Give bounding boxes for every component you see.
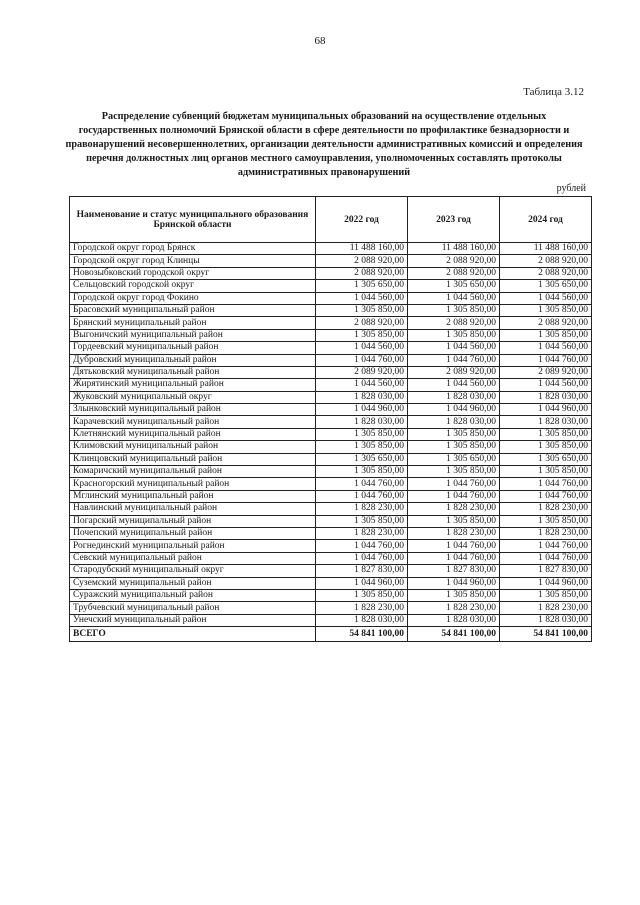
municipality-name: Новозыбковский городской округ — [70, 267, 316, 279]
value-2024: 1 828 230,00 — [500, 503, 592, 515]
municipality-name: Городской округ город Фокино — [70, 292, 316, 304]
value-2024: 1 305 850,00 — [500, 515, 592, 527]
value-2022: 1 305 850,00 — [316, 589, 408, 601]
value-2023: 1 828 230,00 — [408, 503, 500, 515]
value-2023: 1 828 230,00 — [408, 602, 500, 614]
municipality-name: Почепский муниципальный район — [70, 527, 316, 539]
subsidy-table — [69, 196, 592, 642]
value-2022: 2 088 920,00 — [316, 317, 408, 329]
table-row — [70, 243, 592, 255]
table-label: Таблица 3.12 — [523, 86, 584, 98]
municipality-name: Клетнянский муниципальный район — [70, 428, 316, 440]
table-row — [70, 589, 592, 601]
total-row — [70, 627, 592, 642]
municipality-name: Городской округ город Клинцы — [70, 255, 316, 267]
municipality-name: Севский муниципальный район — [70, 552, 316, 564]
table-row — [70, 255, 592, 267]
table-row — [70, 317, 592, 329]
value-2023: 1 305 650,00 — [408, 280, 500, 292]
value-2022: 2 088 920,00 — [316, 255, 408, 267]
table-row — [70, 267, 592, 279]
table-row — [70, 527, 592, 539]
value-2023: 1 828 230,00 — [408, 527, 500, 539]
document-title: Распределение субвенций бюджетам муниципальных образований на осуществление отдельных государственных полномочий Брянской области в сфере деятельности по профилактике безнадзорности и правонарушений несовершеннолетних, организации деятельности административных комиссий и определения перечня должностных лиц органов местного самоуправления, уполномоченных составлять протоколы административных правонарушений — [65, 111, 583, 178]
value-2022: 1 044 760,00 — [316, 490, 408, 502]
municipality-name: Клинцовский муниципальный район — [70, 453, 316, 465]
table-row — [70, 441, 592, 453]
units-label: рублей — [556, 183, 586, 194]
value-2022: 1 828 030,00 — [316, 416, 408, 428]
value-2024: 1 828 230,00 — [500, 602, 592, 614]
table-row — [70, 503, 592, 515]
value-2024: 1 044 760,00 — [500, 540, 592, 552]
value-2022: 1 305 850,00 — [316, 329, 408, 341]
municipality-name: Гордеевский муниципальный район — [70, 342, 316, 354]
value-2023: 1 044 560,00 — [408, 379, 500, 391]
value-2023: 1 828 030,00 — [408, 416, 500, 428]
value-2023: 1 305 850,00 — [408, 515, 500, 527]
table-row — [70, 329, 592, 341]
value-2024: 1 305 850,00 — [500, 428, 592, 440]
municipality-name: Трубчевский муниципальный район — [70, 602, 316, 614]
value-2023: 1 305 850,00 — [408, 428, 500, 440]
value-2024: 1 305 650,00 — [500, 453, 592, 465]
value-2024: 2 088 920,00 — [500, 267, 592, 279]
value-2023: 1 305 850,00 — [408, 589, 500, 601]
value-2022: 1 305 850,00 — [316, 304, 408, 316]
municipality-name: Комаричский муниципальный район — [70, 466, 316, 478]
value-2024: 1 305 850,00 — [500, 589, 592, 601]
value-2023: 1 044 760,00 — [408, 478, 500, 490]
municipality-name: Брасовский муниципальный район — [70, 304, 316, 316]
value-2023: 1 305 650,00 — [408, 453, 500, 465]
value-2023: 1 305 850,00 — [408, 441, 500, 453]
value-2023: 1 044 760,00 — [408, 552, 500, 564]
value-2023: 1 828 030,00 — [408, 614, 500, 626]
value-2022: 1 828 230,00 — [316, 527, 408, 539]
value-2022: 1 828 030,00 — [316, 391, 408, 403]
value-2022: 1 044 560,00 — [316, 342, 408, 354]
value-2023: 2 089 920,00 — [408, 366, 500, 378]
municipality-name: Суражский муниципальный район — [70, 589, 316, 601]
table-row — [70, 490, 592, 502]
value-2023: 1 305 850,00 — [408, 329, 500, 341]
value-2024: 1 827 830,00 — [500, 565, 592, 577]
table-body — [70, 243, 592, 627]
value-2022: 1 044 760,00 — [316, 540, 408, 552]
value-2023: 1 305 850,00 — [408, 304, 500, 316]
table-row — [70, 416, 592, 428]
value-2024: 1 828 030,00 — [500, 391, 592, 403]
value-2022: 1 305 850,00 — [316, 441, 408, 453]
value-2024: 1 305 850,00 — [500, 304, 592, 316]
value-2023: 2 088 920,00 — [408, 267, 500, 279]
column-header-2024: 2024 год — [500, 197, 592, 243]
municipality-name: Дубровский муниципальный район — [70, 354, 316, 366]
value-2022: 1 305 850,00 — [316, 515, 408, 527]
table-row — [70, 379, 592, 391]
value-2022: 1 305 650,00 — [316, 280, 408, 292]
municipality-name: Мглинский муниципальный район — [70, 490, 316, 502]
value-2023: 1 044 760,00 — [408, 490, 500, 502]
value-2023: 1 044 560,00 — [408, 292, 500, 304]
municipality-name: Брянский муниципальный район — [70, 317, 316, 329]
municipality-name: Климовский муниципальный район — [70, 441, 316, 453]
municipality-name: Злынковский муниципальный район — [70, 404, 316, 416]
table-row — [70, 292, 592, 304]
column-header-2023: 2023 год — [408, 197, 500, 243]
table-row — [70, 552, 592, 564]
table-row — [70, 354, 592, 366]
value-2022: 1 828 230,00 — [316, 602, 408, 614]
value-2023: 1 044 560,00 — [408, 342, 500, 354]
value-2023: 1 827 830,00 — [408, 565, 500, 577]
value-2023: 1 305 850,00 — [408, 466, 500, 478]
municipality-name: Стародубский муниципальный округ — [70, 565, 316, 577]
municipality-name: Суземский муниципальный район — [70, 577, 316, 589]
value-2024: 1 044 560,00 — [500, 342, 592, 354]
value-2023: 11 488 160,00 — [408, 243, 500, 255]
value-2023: 1 044 760,00 — [408, 540, 500, 552]
value-2024: 1 044 560,00 — [500, 379, 592, 391]
table-row — [70, 428, 592, 440]
total-label: ВСЕГО — [70, 627, 316, 642]
total-2023: 54 841 100,00 — [408, 627, 500, 642]
value-2024: 1 828 030,00 — [500, 416, 592, 428]
municipality-name: Городской округ город Брянск — [70, 243, 316, 255]
value-2022: 1 305 850,00 — [316, 428, 408, 440]
value-2022: 1 044 960,00 — [316, 404, 408, 416]
column-header-name: Наименование и статус муниципального образования Брянской области — [70, 197, 316, 243]
value-2022: 1 044 760,00 — [316, 478, 408, 490]
municipality-name: Навлинский муниципальный район — [70, 503, 316, 515]
value-2024: 1 044 760,00 — [500, 478, 592, 490]
value-2024: 1 305 850,00 — [500, 466, 592, 478]
total-2022: 54 841 100,00 — [316, 627, 408, 642]
table-row — [70, 404, 592, 416]
table-row — [70, 391, 592, 403]
value-2024: 1 044 560,00 — [500, 292, 592, 304]
table-row — [70, 515, 592, 527]
value-2022: 1 305 650,00 — [316, 453, 408, 465]
table-row — [70, 466, 592, 478]
value-2022: 1 044 960,00 — [316, 577, 408, 589]
column-header-2022: 2022 год — [316, 197, 408, 243]
value-2024: 1 044 760,00 — [500, 354, 592, 366]
value-2022: 1 828 230,00 — [316, 503, 408, 515]
table-row — [70, 540, 592, 552]
table-row — [70, 280, 592, 292]
table-row — [70, 565, 592, 577]
value-2022: 1 044 560,00 — [316, 379, 408, 391]
municipality-name: Карачевский муниципальный район — [70, 416, 316, 428]
value-2024: 1 044 960,00 — [500, 404, 592, 416]
table-row — [70, 602, 592, 614]
total-2024: 54 841 100,00 — [500, 627, 592, 642]
value-2023: 2 088 920,00 — [408, 317, 500, 329]
value-2023: 1 044 760,00 — [408, 354, 500, 366]
table-row — [70, 453, 592, 465]
value-2024: 1 305 650,00 — [500, 280, 592, 292]
value-2023: 1 828 030,00 — [408, 391, 500, 403]
municipality-name: Погарский муниципальный район — [70, 515, 316, 527]
value-2022: 11 488 160,00 — [316, 243, 408, 255]
value-2022: 1 828 030,00 — [316, 614, 408, 626]
municipality-name: Жирятинский муниципальный район — [70, 379, 316, 391]
value-2022: 1 044 560,00 — [316, 292, 408, 304]
value-2022: 1 827 830,00 — [316, 565, 408, 577]
value-2024: 2 089 920,00 — [500, 366, 592, 378]
municipality-name: Сельцовский городской округ — [70, 280, 316, 292]
value-2024: 1 828 230,00 — [500, 527, 592, 539]
municipality-name: Рогнединский муниципальный район — [70, 540, 316, 552]
value-2022: 1 305 850,00 — [316, 466, 408, 478]
municipality-name: Жуковский муниципальный округ — [70, 391, 316, 403]
municipality-name: Красногорский муниципальный район — [70, 478, 316, 490]
table-header-row — [70, 197, 592, 243]
table-row — [70, 577, 592, 589]
value-2024: 1 044 960,00 — [500, 577, 592, 589]
value-2022: 1 044 760,00 — [316, 552, 408, 564]
value-2024: 2 088 920,00 — [500, 317, 592, 329]
value-2022: 1 044 760,00 — [316, 354, 408, 366]
value-2022: 2 089 920,00 — [316, 366, 408, 378]
value-2024: 1 044 760,00 — [500, 490, 592, 502]
page-number: 68 — [314, 35, 326, 47]
value-2024: 11 488 160,00 — [500, 243, 592, 255]
value-2024: 1 305 850,00 — [500, 441, 592, 453]
table-row — [70, 366, 592, 378]
municipality-name: Унечский муниципальный район — [70, 614, 316, 626]
table-row — [70, 614, 592, 626]
value-2024: 1 305 850,00 — [500, 329, 592, 341]
municipality-name: Выгоничский муниципальный район — [70, 329, 316, 341]
value-2022: 2 088 920,00 — [316, 267, 408, 279]
table-row — [70, 478, 592, 490]
table-row — [70, 342, 592, 354]
value-2024: 1 044 760,00 — [500, 552, 592, 564]
value-2024: 2 088 920,00 — [500, 255, 592, 267]
value-2023: 2 088 920,00 — [408, 255, 500, 267]
value-2024: 1 828 030,00 — [500, 614, 592, 626]
value-2023: 1 044 960,00 — [408, 577, 500, 589]
value-2023: 1 044 960,00 — [408, 404, 500, 416]
table-row — [70, 304, 592, 316]
municipality-name: Дятьковский муниципальный район — [70, 366, 316, 378]
